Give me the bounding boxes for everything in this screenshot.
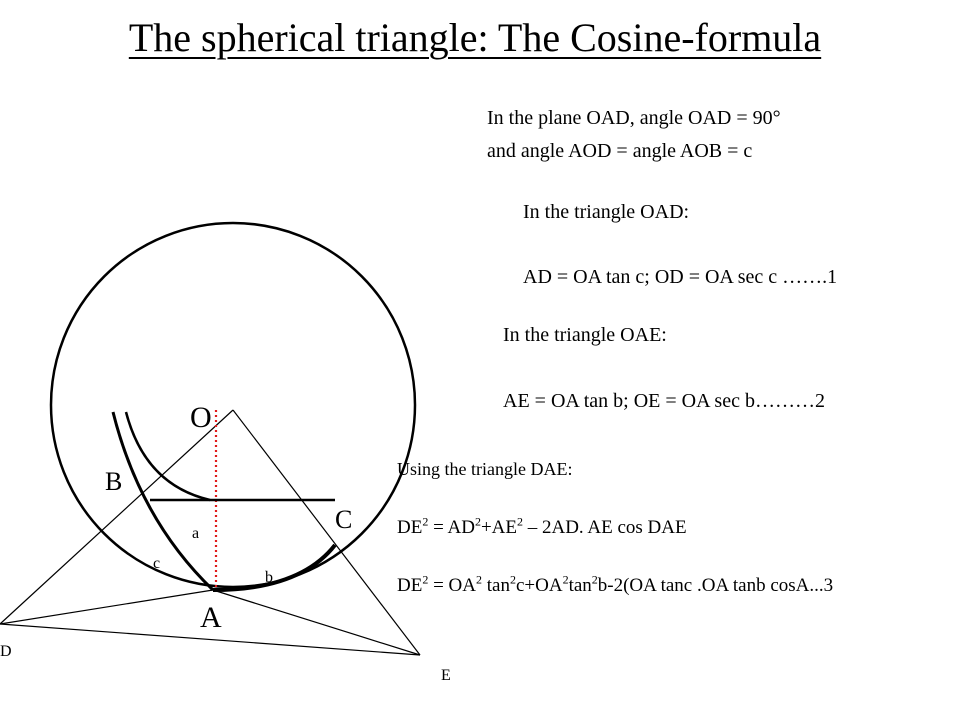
formula4-lhs: DE xyxy=(397,575,423,596)
oad-heading: In the triangle OAD: xyxy=(523,201,690,223)
formula3-rhs-a: = AD xyxy=(428,517,475,538)
oae-heading: In the triangle OAE: xyxy=(503,324,667,346)
plane-line-2: and angle AOD = angle AOB = c xyxy=(487,140,753,162)
formula-de-sq xyxy=(397,514,687,538)
formula4-p1: = OA xyxy=(428,575,476,596)
oad-formula: AD = OA tan c; OD = OA sec c …….1 xyxy=(523,266,838,288)
dae-heading: Using the triangle DAE: xyxy=(397,459,573,479)
formula4-sup-1: 2 xyxy=(422,572,429,587)
formula3-sup-1: 2 xyxy=(422,514,429,529)
formula4-p2: tan xyxy=(482,575,510,596)
formula3-rhs-b: +AE xyxy=(480,517,517,538)
plane-line-1: In the plane OAD, angle OAD = 90° xyxy=(487,107,781,129)
formula3-sup-2: 2 xyxy=(474,514,481,529)
label-a: A xyxy=(200,601,222,634)
formula4-sup-4: 2 xyxy=(562,572,569,587)
sphere-circle xyxy=(51,223,415,587)
formula3-rhs-c: – 2AD. AE cos DAE xyxy=(522,517,687,538)
formula-de-expanded xyxy=(397,572,834,596)
formula4-sup-5: 2 xyxy=(591,572,598,587)
formula4-sup-2: 2 xyxy=(476,572,482,587)
formula4-p3: c+OA xyxy=(515,575,563,596)
page-title: The spherical triangle: The Cosine-formula xyxy=(128,15,822,60)
label-side-c: c xyxy=(153,555,161,572)
formula4-p4: tan xyxy=(568,575,592,596)
line-oe xyxy=(233,410,423,655)
line-ae xyxy=(213,590,420,655)
label-b: B xyxy=(105,467,123,496)
oae-formula: AE = OA tan b; OE = OA sec b………2 xyxy=(503,390,825,412)
label-side-b: b xyxy=(265,569,273,586)
label-e: E xyxy=(441,667,451,684)
formula3-sup-3: 2 xyxy=(516,514,523,529)
label-d: D xyxy=(0,643,12,660)
label-side-a: a xyxy=(192,525,200,542)
label-o: O xyxy=(190,401,212,434)
label-c: C xyxy=(335,505,353,534)
formula3-lhs: DE xyxy=(397,517,423,538)
formula4-p5: b-2(OA tanc .OA tanb cosA...3 xyxy=(597,575,834,596)
formula4-sup-3: 2 xyxy=(509,572,516,587)
